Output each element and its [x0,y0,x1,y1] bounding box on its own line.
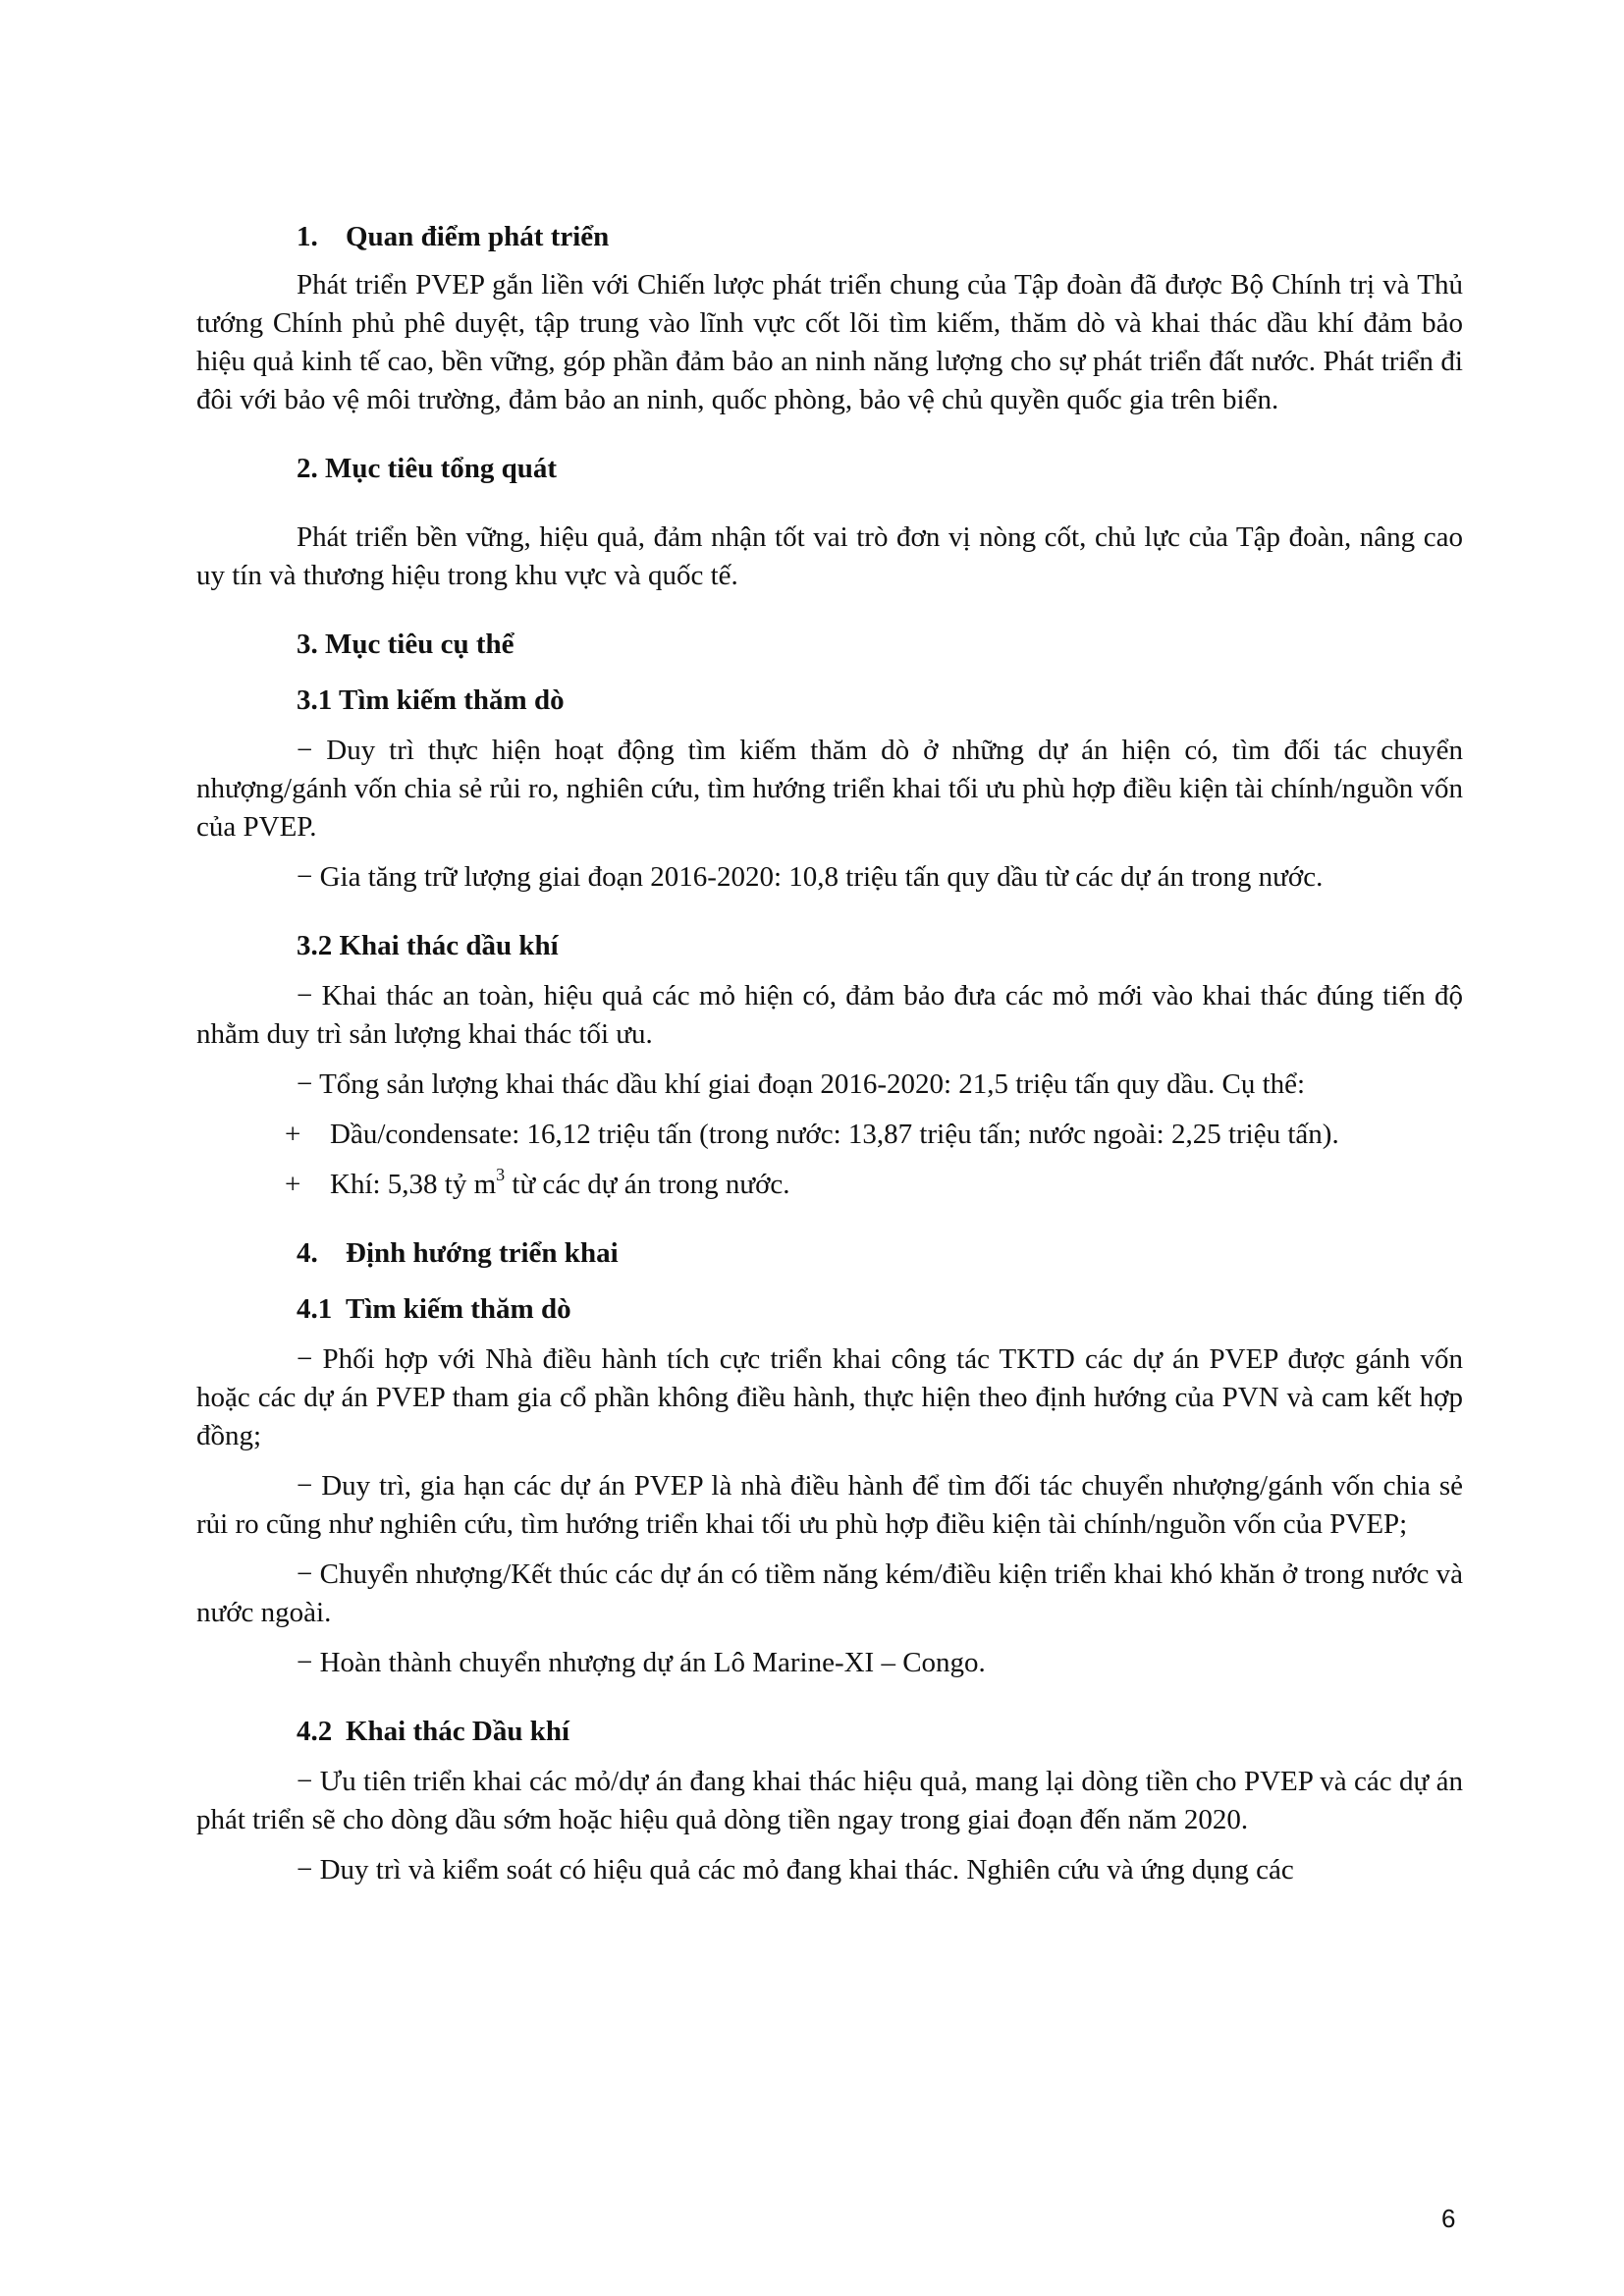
section-3-1-item-2: − Gia tăng trữ lượng giai đoạn 2016-2020: 10,8 triệu tấn quy dầu từ các dự án trong nước. [297,861,1324,893]
section-4-1-title: Tìm kiếm thăm dò [346,1293,571,1325]
section-4-1-item-3: − Chuyển nhượng/Kết thúc các dự án có tiềm năng kém/điều kiện triển khai khó khăn ở trong nước và nước ngoài. [196,1558,1463,1628]
plus-item-2-text-a: Khí: 5,38 tỷ m [330,1169,497,1200]
section-3-2-item-2: − Tổng sản lượng khai thác dầu khí giai đoạn 2016-2020: 21,5 triệu tấn quy dầu. Cụ thể: [297,1068,1306,1100]
section-1-heading [196,218,1463,256]
section-3-2-heading: 3.2 Khai thác dầu khí [297,930,559,961]
section-1-paragraph: Phát triển PVEP gắn liền với Chiến lược phát triển chung của Tập đoàn đã được Bộ Chính trị và Thủ tướng Chính phủ phê duyệt, tập trung vào lĩnh vực cốt lõi tìm kiếm, thăm dò và khai thác dầu khí đảm bảo hiệu quả kinh tế cao, bền vững, góp phần đảm bảo an ninh năng lượng cho sự phát triển đất nước. Phát triển đi đôi với bảo vệ môi trường, đảm bảo an ninh, quốc phòng, bảo vệ chủ quyền quốc gia trên biển. [196,269,1463,415]
section-4-2-item-2: − Duy trì và kiểm soát có hiệu quả các mỏ đang khai thác. Nghiên cứu và ứng dụng các [297,1854,1294,1886]
page-content [196,218,1463,1889]
section-4-2-number: 4.2 [297,1716,333,1747]
section-4-2-title: Khai thác Dầu khí [346,1716,570,1747]
section-3-1-item-1: − Duy trì thực hiện hoạt động tìm kiếm thăm dò ở những dự án hiện có, tìm đối tác chuyển nhượng/gánh vốn chia sẻ rủi ro, nghiên cứu, tìm hướng triển khai tối ưu phù hợp điều kiện tài chính/nguồn vốn của PVEP. [196,735,1463,843]
section-1-title: Quan điểm phát triển [346,221,610,252]
plus-item-2-text-b: từ các dự án trong nước. [505,1169,790,1200]
plus-item-1-text: Dầu/condensate: 16,12 triệu tấn (trong nước: 13,87 triệu tấn; nước ngoài: 2,25 triệu tấn). [330,1119,1339,1150]
page-number: 6 [1441,2204,1456,2233]
section-3-2-plus-item-2 [196,1166,1463,1204]
section-4-2-heading [196,1713,1463,1751]
section-4-number: 4. [297,1237,318,1269]
plus-bullet: + [285,1169,301,1200]
section-4-1-item-4: − Hoàn thành chuyển nhượng dự án Lô Marine-XI – Congo. [297,1647,986,1678]
plus-item-2-superscript: 3 [496,1165,506,1185]
section-1-number: 1. [297,221,318,252]
section-3-2-item-1: − Khai thác an toàn, hiệu quả các mỏ hiện có, đảm bảo đưa các mỏ mới vào khai thác đúng tiến độ nhằm duy trì sản lượng khai thác tối ưu. [196,980,1463,1050]
section-4-2-item-1: − Ưu tiên triển khai các mỏ/dự án đang khai thác hiệu quả, mang lại dòng tiền cho PVEP và các dự án phát triển sẽ cho dòng dầu sớm hoặc hiệu quả dòng tiền ngay trong giai đoạn đến năm 2020. [196,1766,1463,1835]
section-2-paragraph: Phát triển bền vững, hiệu quả, đảm nhận tốt vai trò đơn vị nòng cốt, chủ lực của Tập đoàn, nâng cao uy tín và thương hiệu trong khu vực và quốc tế. [196,521,1463,591]
section-4-1-heading [196,1290,1463,1329]
section-4-1-item-2: − Duy trì, gia hạn các dự án PVEP là nhà điều hành để tìm đối tác chuyển nhượng/gánh vốn chia sẻ rủi ro cũng như nghiên cứu, tìm hướng triển khai tối ưu phù hợp điều kiện tài chính/nguồn vốn của PVEP; [196,1470,1463,1540]
section-4-heading [196,1234,1463,1273]
section-3-2-plus-item-1 [196,1116,1463,1154]
section-4-1-item-1: − Phối hợp với Nhà điều hành tích cực triển khai công tác TKTD các dự án PVEP được gánh vốn hoặc các dự án PVEP tham gia cổ phần không điều hành, thực hiện theo định hướng của PVN và cam kết hợp đồng; [196,1343,1463,1451]
section-2-heading: 2. Mục tiêu tổng quát [297,453,558,484]
section-4-title: Định hướng triển khai [346,1237,619,1269]
section-3-1-heading: 3.1 Tìm kiếm thăm dò [297,684,565,716]
section-3-heading: 3. Mục tiêu cụ thể [297,629,514,660]
section-4-1-number: 4.1 [297,1293,333,1325]
plus-bullet: + [285,1119,301,1150]
